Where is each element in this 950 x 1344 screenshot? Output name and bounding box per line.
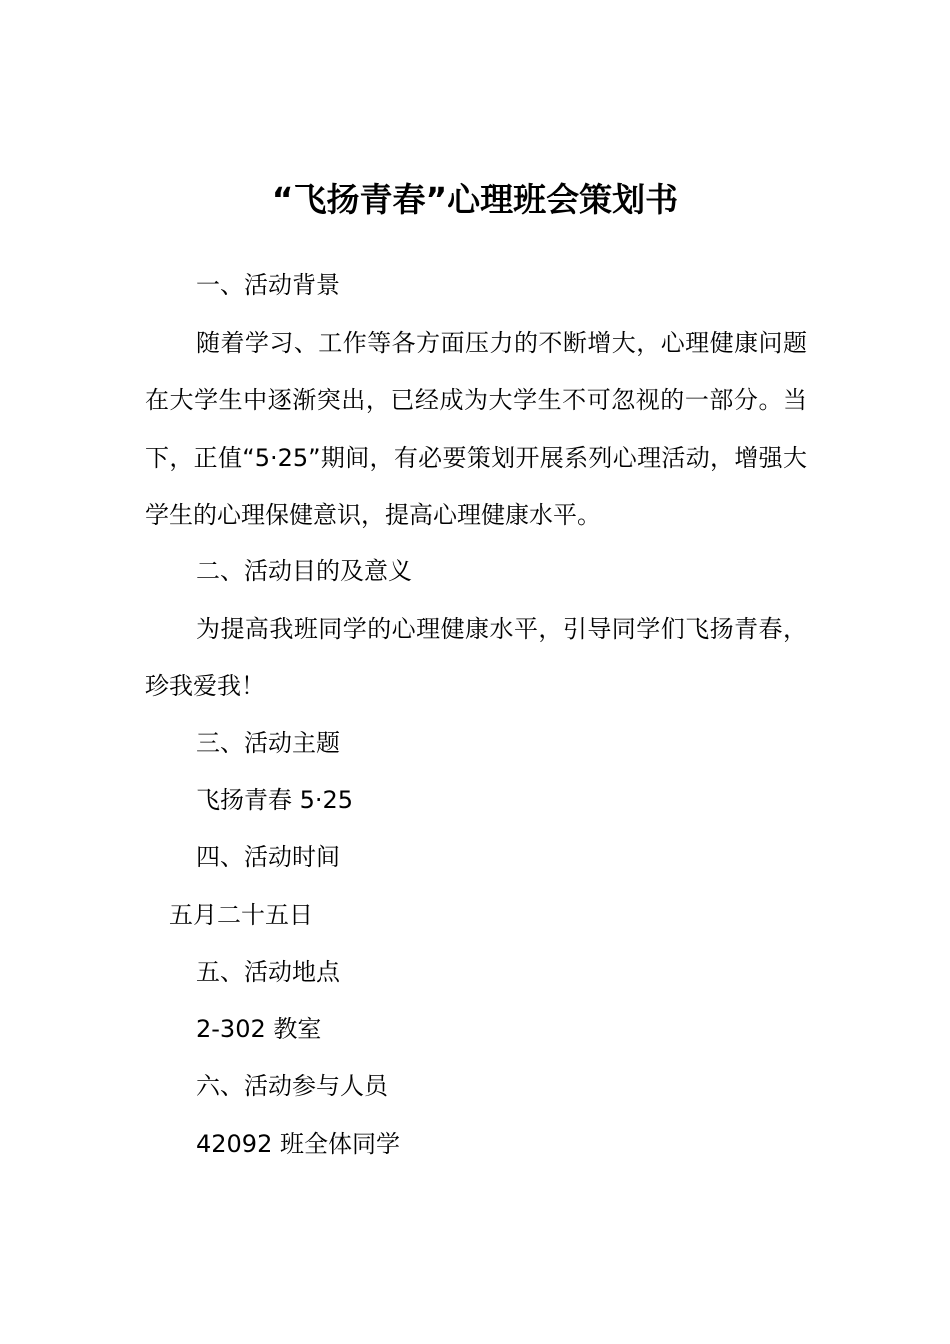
section-body-participants: 42092 班全体同学 — [196, 1130, 400, 1158]
document-title: “飞扬青春”心理班会策划书 — [271, 180, 679, 219]
section-body-location: 2-302 教室 — [196, 1015, 322, 1043]
section-heading-background: 一、活动背景 — [196, 271, 340, 299]
section-body-theme: 飞扬青春 5·25 — [196, 786, 354, 814]
section-body-purpose: 为提高我班同学的心理健康水平，引导同学们飞扬青春，珍我爱我！ — [145, 615, 807, 701]
section-heading-purpose: 二、活动目的及意义 — [196, 557, 412, 585]
section-heading-theme: 三、活动主题 — [196, 729, 340, 757]
section-heading-location: 五、活动地点 — [196, 958, 340, 986]
section-body-time: 五月二十五日 — [169, 901, 313, 929]
section-heading-time: 四、活动时间 — [196, 843, 340, 871]
section-body-background: 随着学习、工作等各方面压力的不断增大，心理健康问题在大学生中逐渐突出，已经成为大学生不可忽视的一部分。当下，正值“5·25”期间，有必要策划开展系列心理活动，增强大学生的心理保健意识，提高心理健康水平。 — [145, 329, 807, 530]
section-heading-participants: 六、活动参与人员 — [196, 1072, 388, 1100]
